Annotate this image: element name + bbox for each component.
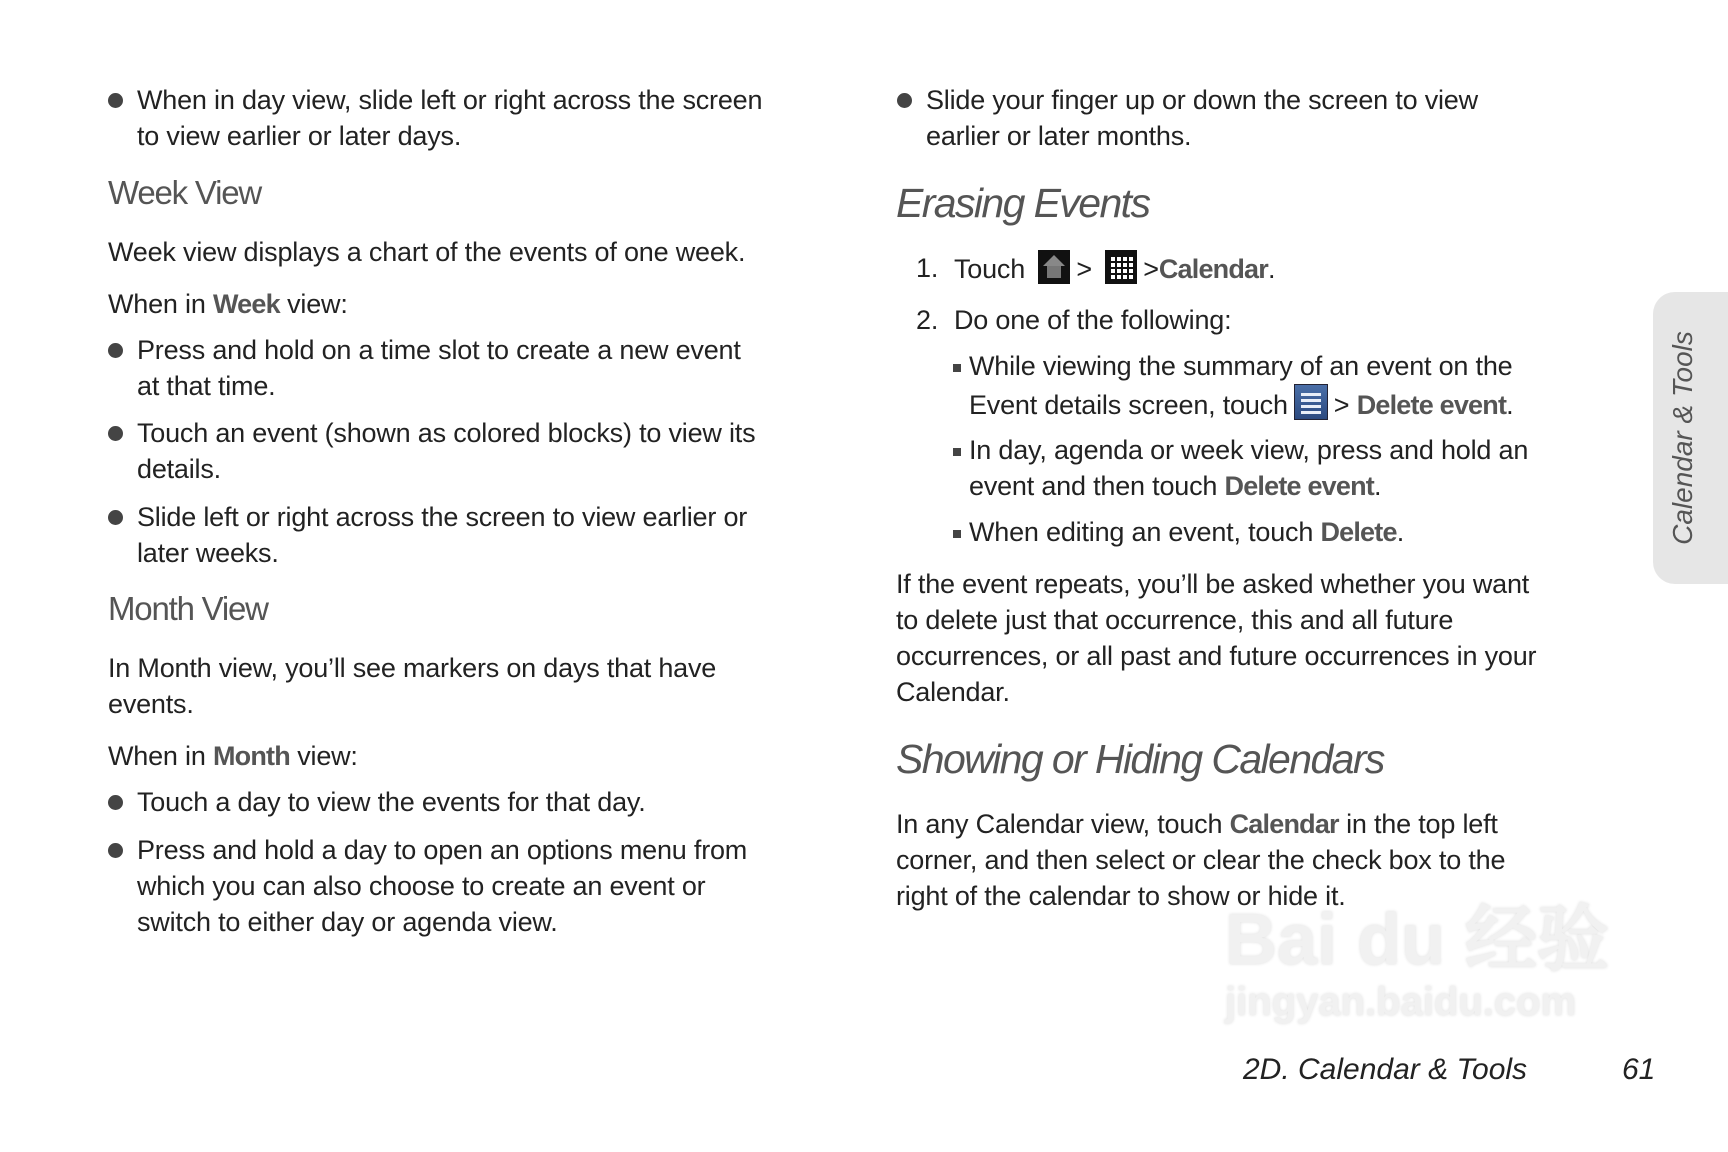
square-bullet-icon — [953, 530, 961, 538]
bullet-icon — [108, 795, 123, 810]
apps-grid-icon — [1105, 250, 1137, 284]
bullet-icon — [108, 343, 123, 358]
step-1: 1. Touch > >Calendar. — [954, 250, 1275, 287]
repeat-paragraph: If the event repeats, you’ll be asked whether you want to delete just that occurrence, this and all future occurrences, or all past and future occurrences in your Calendar. — [896, 569, 1537, 707]
bullet-month-scroll: Slide your finger up or down the screen to view earlier or later months. — [926, 82, 1478, 154]
month-view-desc: In Month view, you’ll see markers on days that have events. — [108, 653, 717, 719]
month-bullet: Press and hold a day to open an options menu from which you can also choose to create an event or switch to either day or agenda view. — [137, 832, 747, 940]
square-bullet-icon — [953, 448, 961, 456]
week-bullet: Touch an event (shown as colored blocks) to view its details. — [137, 415, 755, 487]
page-number: 61 — [1622, 1053, 1656, 1086]
home-icon — [1038, 250, 1070, 284]
month-bullet: Touch a day to view the events for that day. — [137, 784, 646, 820]
bullet-day-view: When in day view, slide left or right across the screen to view earlier or later days. — [137, 82, 762, 154]
erasing-events-heading: Erasing Events — [896, 180, 1150, 226]
step-2: 2. Do one of the following: — [916, 305, 1232, 335]
bullet-icon — [108, 843, 123, 858]
week-when: When in Week view: — [108, 289, 348, 319]
bullet-icon — [108, 426, 123, 441]
month-view-heading: Month View — [108, 590, 268, 627]
bullet-icon — [108, 510, 123, 525]
sub-bullet: In day, agenda or week view, press and hold an event and then touch Delete event. — [969, 432, 1528, 504]
show-paragraph: In any Calendar view, touch Calendar in the top left corner, and then select or clear the check box to the right of the calendar to show or hide it. — [896, 809, 1506, 911]
week-view-heading: Week View — [108, 174, 262, 211]
sub-bullet: When editing an event, touch Delete. — [969, 514, 1404, 550]
week-bullet: Press and hold on a time slot to create a new event at that time. — [137, 332, 741, 404]
week-bullet: Slide left or right across the screen to view earlier or later weeks. — [137, 499, 747, 571]
baidu-watermark-logo: Bai du 经验 jingyan.baidu.com — [1225, 900, 1610, 1024]
showing-hiding-heading: Showing or Hiding Calendars — [896, 736, 1384, 782]
sub-bullet: While viewing the summary of an event on the Event details screen, touch > Delete event. — [969, 348, 1513, 423]
footer-section: 2D. Calendar & Tools — [1243, 1053, 1528, 1086]
section-tab-label: Calendar & Tools — [1667, 331, 1698, 545]
bullet-icon — [108, 93, 123, 108]
menu-icon — [1294, 384, 1328, 420]
month-when: When in Month view: — [108, 741, 358, 771]
bullet-icon — [897, 93, 912, 108]
week-view-desc: Week view displays a chart of the events of one week. — [108, 237, 746, 267]
square-bullet-icon — [953, 364, 961, 372]
